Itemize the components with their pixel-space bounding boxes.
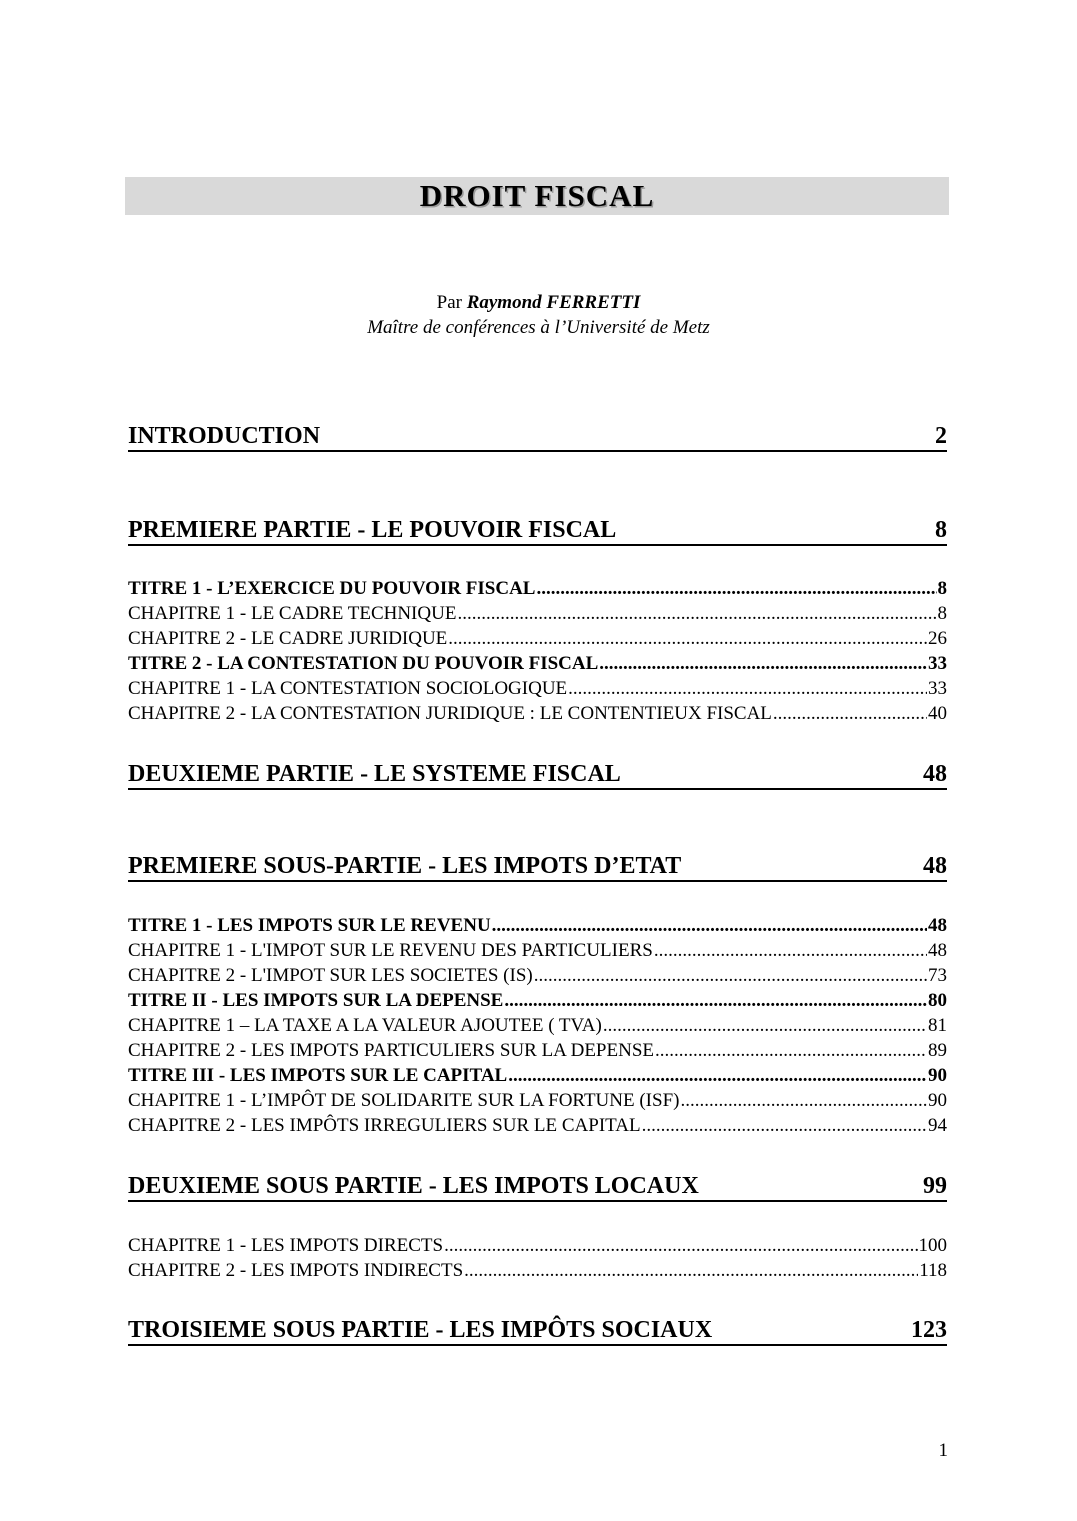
toc-entry-label: CHAPITRE 2 - LA CONTESTATION JURIDIQUE : LE CONTENTIEUX FISCAL [128,703,772,724]
toc-leader [534,963,927,988]
toc-entry-page: 33 [928,678,947,699]
toc-leader [642,1113,927,1138]
toc-entry-label: CHAPITRE 1 - L’IMPÔT DE SOLIDARITE SUR LA FORTUNE (ISF) [128,1090,680,1111]
toc-entry-label: CHAPITRE 1 - LES IMPOTS DIRECTS [128,1235,444,1256]
toc-section-subpart2[interactable] [128,1170,947,1202]
toc-entry[interactable] [128,1088,947,1113]
toc-section-page: 48 [923,761,947,787]
toc-section-part1[interactable] [128,514,947,546]
toc-section-label: TROISIEME SOUS PARTIE - LES IMPÔTS SOCIAUX [128,1317,713,1343]
toc-leader [655,1038,927,1063]
toc-leader [457,601,936,626]
toc-entry[interactable] [128,676,947,701]
toc-entry-label: TITRE III - LES IMPOTS SUR LE CAPITAL [128,1065,508,1086]
toc-leader [492,913,927,938]
toc-entry[interactable] [128,701,947,726]
toc-leader [654,938,927,963]
toc-entry-page: 8 [937,578,947,599]
toc-entry[interactable] [128,626,947,651]
toc-entry-page: 80 [928,990,947,1011]
toc-entry-page: 90 [928,1090,947,1111]
toc-entry-page: 40 [928,703,947,724]
toc-section-subpart3[interactable] [128,1314,947,1346]
toc-section-label: PREMIERE SOUS-PARTIE - LES IMPOTS D’ETAT [128,853,682,879]
toc-section-label: INTRODUCTION [128,423,321,449]
toc-entry-page: 89 [928,1040,947,1061]
toc-section-page: 123 [911,1317,947,1343]
toc-entry[interactable] [128,651,947,676]
toc-section-label: PREMIERE PARTIE - LE POUVOIR FISCAL [128,517,617,543]
toc-entry-label: CHAPITRE 1 - LA CONTESTATION SOCIOLOGIQUE [128,678,568,699]
toc-section-label: DEUXIEME PARTIE - LE SYSTEME FISCAL [128,761,621,787]
toc-entry-label: CHAPITRE 1 - L'IMPOT SUR LE REVENU DES PARTICULIERS [128,940,653,961]
author-line [0,291,1077,315]
toc-entry[interactable] [128,1063,947,1088]
toc-entry[interactable] [128,913,947,938]
toc-entry[interactable] [128,938,947,963]
document-title: DROIT FISCAL [419,178,655,213]
toc-entry-page: 90 [928,1065,947,1086]
toc-leader [504,988,927,1013]
title-band [125,177,949,215]
toc-entry-page: 8 [937,603,947,624]
toc-section-label: DEUXIEME SOUS PARTIE - LES IMPOTS LOCAUX [128,1173,699,1199]
toc-entry-page: 48 [928,915,947,936]
toc-entry-label: TITRE II - LES IMPOTS SUR LA DEPENSE [128,990,504,1011]
toc-leader [508,1063,927,1088]
toc-entry[interactable] [128,601,947,626]
toc-leader [773,701,927,726]
toc-section-page: 99 [923,1173,947,1199]
toc-section-subpart1[interactable] [128,850,947,882]
page-number: 1 [938,1440,948,1461]
toc-entry-page: 33 [928,653,947,674]
author-prefix: Par [436,292,467,313]
toc-entry-label: CHAPITRE 2 - L'IMPOT SUR LES SOCIETES (IS) [128,965,533,986]
toc-entry[interactable] [128,963,947,988]
toc-entry-page: 48 [928,940,947,961]
toc-leader [444,1233,917,1258]
toc-entry-label: TITRE 2 - LA CONTESTATION DU POUVOIR FISCAL [128,653,599,674]
toc-entry[interactable] [128,988,947,1013]
author-affiliation: Maître de conférences à l’Université de Metz [367,317,710,338]
toc-entry-label: CHAPITRE 2 - LE CADRE JURIDIQUE [128,628,448,649]
toc-leader [464,1258,918,1283]
toc-entry-label: CHAPITRE 2 - LES IMPOTS PARTICULIERS SUR LA DEPENSE [128,1040,654,1061]
toc-section-page: 2 [935,423,947,449]
toc-entry-label: TITRE 1 - LES IMPOTS SUR LE REVENU [128,915,491,936]
toc-section-part2[interactable] [128,758,947,790]
toc-section-page: 8 [935,517,947,543]
toc-entry[interactable] [128,1013,947,1038]
toc-entry[interactable] [128,576,947,601]
toc-entry-label: CHAPITRE 1 – LA TAXE A LA VALEUR AJOUTEE ( TVA) [128,1015,602,1036]
toc-entry-page: 118 [919,1260,947,1281]
toc-entry-label: TITRE 1 - L’EXERCICE DU POUVOIR FISCAL [128,578,536,599]
toc-entry-label: CHAPITRE 1 - LE CADRE TECHNIQUE [128,603,457,624]
toc-leader [680,1088,927,1113]
toc-entry-page: 94 [928,1115,947,1136]
toc-entry[interactable] [128,1113,947,1138]
toc-leader [536,576,936,601]
toc-leader [448,626,927,651]
author-name: Raymond FERRETTI [466,292,641,313]
toc-leader [603,1013,927,1038]
toc-entry-page: 73 [928,965,947,986]
toc-leader [599,651,927,676]
toc-entry-page: 100 [918,1235,947,1256]
toc-entry[interactable] [128,1038,947,1063]
toc-entry[interactable] [128,1233,947,1258]
toc-entry[interactable] [128,1258,947,1283]
toc-entry-page: 26 [928,628,947,649]
toc-entry-page: 81 [928,1015,947,1036]
toc-entry-label: CHAPITRE 2 - LES IMPOTS INDIRECTS [128,1260,464,1281]
toc-section-page: 48 [923,853,947,879]
toc-entry-label: CHAPITRE 2 - LES IMPÔTS IRREGULIERS SUR LE CAPITAL [128,1115,641,1136]
toc-section-introduction[interactable] [128,420,947,452]
toc-leader [568,676,927,701]
